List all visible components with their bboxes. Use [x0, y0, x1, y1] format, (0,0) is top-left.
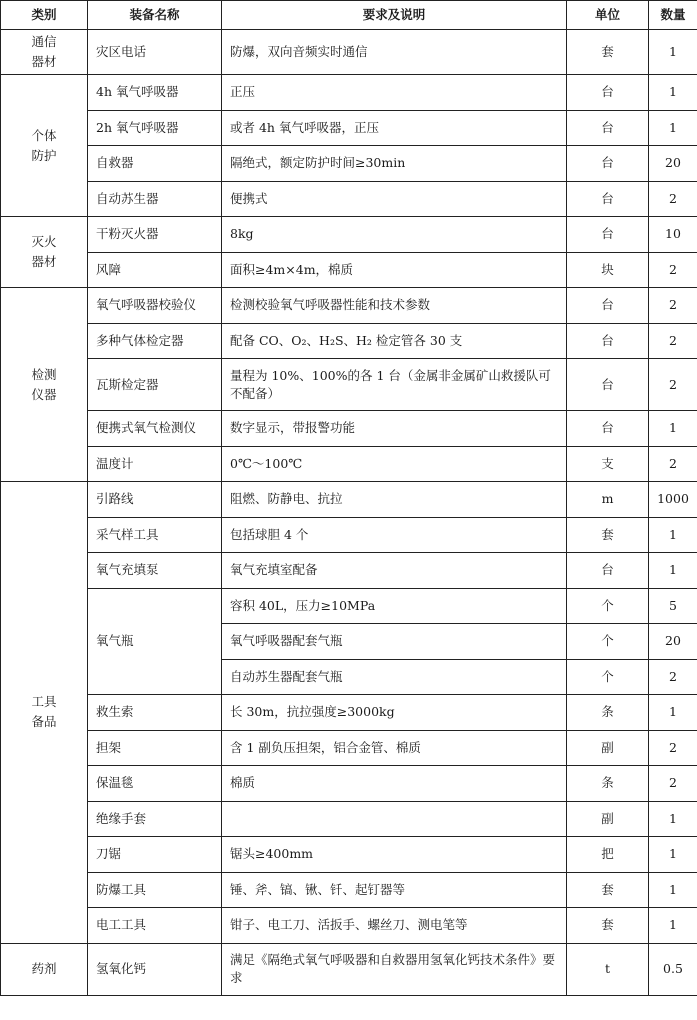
unit-cell: 台 — [567, 553, 649, 589]
category-label: 工具备品 — [31, 694, 57, 730]
quantity-cell: 1 — [649, 695, 697, 731]
unit-cell: 条 — [567, 766, 649, 802]
category-label: 检测仪器 — [31, 366, 57, 402]
quantity-cell: 1 — [649, 517, 697, 553]
table-row — [1, 411, 697, 447]
equipment-name-cell: 温度计 — [88, 446, 222, 482]
equipment-name-cell: 氧气呼吸器校验仪 — [88, 288, 222, 324]
equipment-name-cell: 绝缘手套 — [88, 801, 222, 837]
quantity-cell: 2 — [649, 359, 697, 411]
unit-cell: 台 — [567, 110, 649, 146]
quantity-cell: 5 — [649, 588, 697, 624]
equipment-name-cell: 便携式氧气检测仪 — [88, 411, 222, 447]
quantity-cell: 1 — [649, 908, 697, 944]
equipment-name-cell: 氧气充填泵 — [88, 553, 222, 589]
unit-cell: 台 — [567, 75, 649, 111]
equipment-name-cell: 自动苏生器 — [88, 181, 222, 217]
unit-cell: m — [567, 482, 649, 518]
unit-cell: 台 — [567, 217, 649, 253]
unit-cell: 把 — [567, 837, 649, 873]
requirement-cell: 阻燃、防静电、抗拉 — [222, 482, 567, 518]
unit-cell: 个 — [567, 624, 649, 660]
unit-cell: 副 — [567, 801, 649, 837]
requirement-cell: 8kg — [222, 217, 567, 253]
equipment-name-cell: 氢氧化钙 — [88, 943, 222, 995]
unit-cell: 支 — [567, 446, 649, 482]
table-row — [1, 217, 697, 253]
table-row — [1, 695, 697, 731]
category-cell — [1, 75, 88, 217]
quantity-cell: 1000 — [649, 482, 697, 518]
table-row — [1, 146, 697, 182]
quantity-cell: 2 — [649, 730, 697, 766]
requirement-cell: 隔绝式，额定防护时间≥30min — [222, 146, 567, 182]
requirement-cell: 锯头≥400mm — [222, 837, 567, 873]
table-row — [1, 288, 697, 324]
equipment-name-cell: 保温毯 — [88, 766, 222, 802]
quantity-cell: 1 — [649, 411, 697, 447]
category-label: 通信器材 — [31, 34, 57, 69]
equipment-name-cell: 氧气瓶 — [88, 588, 222, 695]
equipment-name-cell: 多种气体检定器 — [88, 323, 222, 359]
category-cell — [1, 943, 88, 995]
table-row — [1, 75, 697, 111]
unit-cell: 台 — [567, 411, 649, 447]
requirement-cell: 防爆，双向音频实时通信 — [222, 30, 567, 75]
quantity-cell: 10 — [649, 217, 697, 253]
equipment-name-cell: 刀锯 — [88, 837, 222, 873]
table-row — [1, 482, 697, 518]
requirement-cell: 或者 4h 氧气呼吸器，正压 — [222, 110, 567, 146]
quantity-cell: 2 — [649, 659, 697, 695]
header-qty: 数量 — [649, 1, 697, 30]
unit-cell: 台 — [567, 146, 649, 182]
requirement-cell: 容积 40L，压力≥10MPa — [222, 588, 567, 624]
unit-cell: t — [567, 943, 649, 995]
table-row — [1, 908, 697, 944]
equipment-name-cell: 2h 氧气呼吸器 — [88, 110, 222, 146]
equipment-name-cell: 瓦斯检定器 — [88, 359, 222, 411]
quantity-cell: 20 — [649, 146, 697, 182]
category-cell — [1, 30, 88, 75]
requirement-cell: 满足《隔绝式氧气呼吸器和自救器用氢氧化钙技术条件》要求 — [222, 943, 567, 995]
equipment-name-cell: 干粉灭火器 — [88, 217, 222, 253]
table-row — [1, 801, 697, 837]
equipment-name-cell: 自救器 — [88, 146, 222, 182]
equipment-name-cell: 担架 — [88, 730, 222, 766]
quantity-cell: 1 — [649, 75, 697, 111]
equipment-name-cell: 灾区电话 — [88, 30, 222, 75]
header-desc: 要求及说明 — [222, 1, 567, 30]
table-row — [1, 110, 697, 146]
requirement-cell: 自动苏生器配套气瓶 — [222, 659, 567, 695]
equipment-name-cell: 电工工具 — [88, 908, 222, 944]
category-label: 个体防护 — [31, 127, 57, 163]
header-name: 装备名称 — [88, 1, 222, 30]
requirement-cell: 锤、斧、镐、锹、钎、起钉器等 — [222, 872, 567, 908]
table-row — [1, 359, 697, 411]
unit-cell: 台 — [567, 288, 649, 324]
category-cell — [1, 482, 88, 944]
unit-cell: 台 — [567, 359, 649, 411]
requirement-cell: 正压 — [222, 75, 567, 111]
requirement-cell: 配备 CO、O₂、H₂S、H₂ 检定管各 30 支 — [222, 323, 567, 359]
unit-cell: 台 — [567, 181, 649, 217]
category-cell — [1, 217, 88, 288]
quantity-cell: 1 — [649, 110, 697, 146]
unit-cell: 副 — [567, 730, 649, 766]
category-cell — [1, 288, 88, 482]
unit-cell: 块 — [567, 252, 649, 288]
quantity-cell: 2 — [649, 252, 697, 288]
table-row — [1, 872, 697, 908]
table-row — [1, 766, 697, 802]
unit-cell: 套 — [567, 517, 649, 553]
requirement-cell: 便携式 — [222, 181, 567, 217]
header-row — [1, 1, 697, 30]
table-row — [1, 181, 697, 217]
quantity-cell: 2 — [649, 766, 697, 802]
header-unit: 单位 — [567, 1, 649, 30]
equipment-name-cell: 防爆工具 — [88, 872, 222, 908]
requirement-cell: 含 1 副负压担架，铝合金管、棉质 — [222, 730, 567, 766]
requirement-cell: 氧气充填室配备 — [222, 553, 567, 589]
quantity-cell: 2 — [649, 446, 697, 482]
table-row — [1, 943, 697, 995]
equipment-name-cell: 4h 氧气呼吸器 — [88, 75, 222, 111]
unit-cell: 个 — [567, 659, 649, 695]
unit-cell: 台 — [567, 323, 649, 359]
requirement-cell: 面积≥4m×4m，棉质 — [222, 252, 567, 288]
unit-cell: 套 — [567, 872, 649, 908]
requirement-cell: 数字显示，带报警功能 — [222, 411, 567, 447]
header-category: 类别 — [1, 1, 88, 30]
equipment-name-cell: 风障 — [88, 252, 222, 288]
unit-cell: 条 — [567, 695, 649, 731]
quantity-cell: 1 — [649, 30, 697, 75]
unit-cell: 个 — [567, 588, 649, 624]
category-label: 灭火器材 — [31, 234, 57, 269]
requirement-cell: 棉质 — [222, 766, 567, 802]
table-row — [1, 30, 697, 75]
table-row — [1, 446, 697, 482]
table-row — [1, 517, 697, 553]
quantity-cell: 0.5 — [649, 943, 697, 995]
requirement-cell: 钳子、电工刀、活扳手、螺丝刀、测电笔等 — [222, 908, 567, 944]
equipment-name-cell: 引路线 — [88, 482, 222, 518]
table-row — [1, 837, 697, 873]
requirement-cell: 0℃～100℃ — [222, 446, 567, 482]
quantity-cell: 1 — [649, 553, 697, 589]
quantity-cell: 1 — [649, 837, 697, 873]
quantity-cell: 1 — [649, 801, 697, 837]
table-row — [1, 252, 697, 288]
table-row — [1, 730, 697, 766]
equipment-name-cell: 采气样工具 — [88, 517, 222, 553]
quantity-cell: 20 — [649, 624, 697, 660]
quantity-cell: 2 — [649, 288, 697, 324]
table-body — [1, 30, 697, 996]
requirement-cell: 长 30m，抗拉强度≥3000kg — [222, 695, 567, 731]
equipment-name-cell: 救生索 — [88, 695, 222, 731]
table-row — [1, 588, 697, 624]
requirement-cell — [222, 801, 567, 837]
table-row — [1, 553, 697, 589]
requirement-cell: 氧气呼吸器配套气瓶 — [222, 624, 567, 660]
requirement-cell: 检测校验氧气呼吸器性能和技术参数 — [222, 288, 567, 324]
unit-cell: 套 — [567, 908, 649, 944]
category-label: 药剂 — [31, 961, 57, 976]
quantity-cell: 2 — [649, 181, 697, 217]
unit-cell: 套 — [567, 30, 649, 75]
table-row — [1, 323, 697, 359]
requirement-cell: 包括球胆 4 个 — [222, 517, 567, 553]
quantity-cell: 2 — [649, 323, 697, 359]
quantity-cell: 1 — [649, 872, 697, 908]
requirement-cell: 量程为 10%、100%的各 1 台（金属非金属矿山救援队可不配备） — [222, 359, 567, 411]
